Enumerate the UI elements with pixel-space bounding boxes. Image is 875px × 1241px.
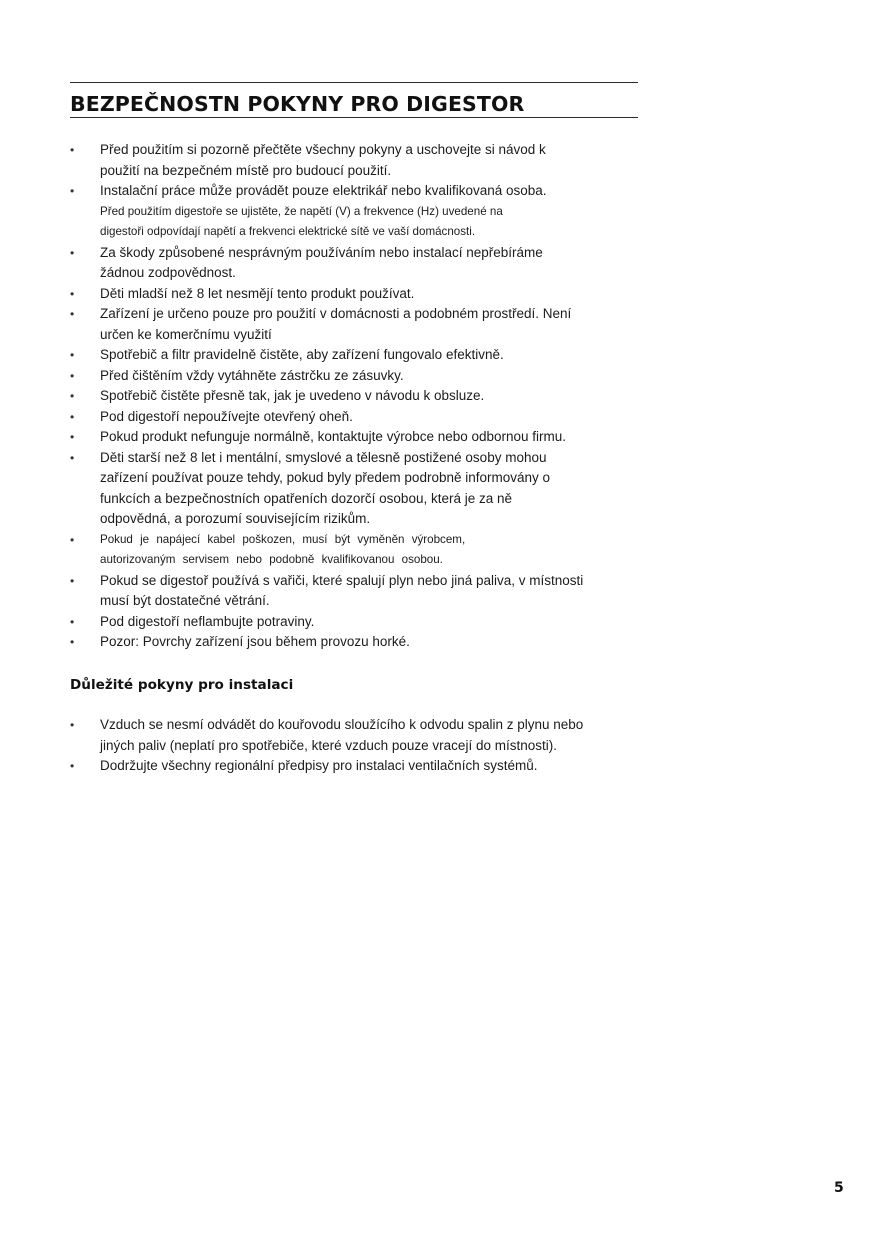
list-item [70,181,630,243]
bullet-icon: • [70,245,75,260]
list-item [70,386,630,407]
bullet-icon: • [70,348,75,362]
list-item-text: zařízení používat pouze tehdy, pokud byly předem podrobně informovány o [100,470,551,485]
bullet-icon: • [70,286,75,301]
list-item-text: Vzduch se nesmí odvádět do kouřovodu sloužícího k odvodu spalin z plynu nebo [100,717,584,732]
bullet-icon: • [70,409,75,424]
list-item [70,243,630,284]
list-item-text: Před použitím si pozorně přečtěte všechny pokyny a uschovejte si návod k [100,142,546,157]
bullet-icon: • [70,718,75,732]
list-item-text: Děti mladší než 8 let nesmějí tento produkt používat. [100,285,415,301]
list-item-text: autorizovaným servisem nebo podobně kvalifikovanou osobou. [100,553,443,566]
bullet-icon: • [70,389,75,403]
list-item-text: použití na bezpečném místě pro budoucí použití. [100,162,392,178]
list-item-text: Spotřebič a filtr pravidelně čistěte, aby zařízení fungovalo efektivně. [100,347,504,362]
list-item [70,530,630,571]
list-item-text: Pod digestoří neflambujte potraviny. [100,613,315,629]
list-item-text: Spotřebič čistěte přesně tak, jak je uvedeno v návodu k obsluze. [100,388,485,403]
list-item [70,632,630,653]
list-item-note: Před použitím digestoře se ujistěte, že napětí (V) a frekvence (Hz) uvedené na [100,204,503,218]
bullet-icon: • [70,532,75,547]
list-item [70,448,630,530]
list-item-text: žádnou zodpovědnost. [100,265,236,280]
list-item [70,140,630,181]
bullet-icon: • [70,614,75,629]
list-item [70,345,630,366]
list-item-note: digestoři odpovídají napětí a frekvenci elektrické sítě ve vaší domácnosti. [100,225,476,238]
page-number: 5 [834,1180,844,1196]
list-item-text: Za škody způsobené nesprávným používáním nebo instalací nepřebíráme [100,244,543,260]
bullet-icon: • [70,635,75,649]
list-item-text: Pod digestoří nepoužívejte otevřený oheň. [100,408,353,424]
page-title: BEZPEČNOSTN POKYNY PRO DIGESTOR [70,91,638,118]
list-item-text: Pozor: Povrchy zařízení jsou během provozu horké. [100,634,410,649]
bullet-icon: • [70,368,75,383]
bullet-icon: • [70,307,75,321]
list-item-text: Děti starší než 8 let i mentální, smyslové a tělesně postižené osoby mohou [100,449,547,465]
list-item-text: Pokud je napájecí kabel poškozen, musí být vyměněn výrobcem, [100,532,466,546]
list-item [70,407,630,428]
list-item [70,715,630,756]
list-item [70,612,630,633]
list-item-text: funkcích a bezpečnostních opatřeních dozorčí osobou, která je za ně [100,490,513,506]
list-item-text: Dodržujte všechny regionální předpisy pro instalaci ventilačních systémů. [100,758,538,773]
list-item [70,366,630,387]
list-item-text: Před čištěním vždy vytáhněte zástrčku ze zásuvky. [100,367,404,383]
list-item [70,284,630,305]
top-rule [70,82,638,83]
list-item-text: určen ke komerčnímu využití [100,326,272,342]
list-item-text: odpovědná, a porozumí souvisejícím rizikům. [100,511,371,526]
safety-instructions-list [70,140,630,653]
list-item [70,571,630,612]
list-item [70,756,630,777]
bullet-icon: • [70,450,75,465]
installation-heading: Důležité pokyny pro instalaci [70,677,294,693]
installation-instructions-list [70,715,630,777]
bullet-icon: • [70,143,75,157]
bullet-icon: • [70,573,75,588]
list-item-text: musí být dostatečné větrání. [100,593,270,608]
list-item [70,304,630,345]
list-item-text: jiných paliv (neplatí pro spotřebiče, které vzduch pouze vracejí do místnosti). [100,737,557,753]
list-item-text: Pokud se digestoř používá s vařiči, které spalují plyn nebo jiná paliva, v místnosti [100,572,584,588]
bullet-icon: • [70,759,75,773]
bullet-icon: • [70,184,75,198]
list-item-text: Pokud produkt nefunguje normálně, kontaktujte výrobce nebo odbornou firmu. [100,429,567,444]
list-item [70,427,630,448]
list-item-text: Zařízení je určeno pouze pro použití v domácnosti a podobném prostředí. Není [100,306,572,321]
bullet-icon: • [70,430,75,444]
list-item-text: Instalační práce může provádět pouze elektrikář nebo kvalifikovaná osoba. [100,183,547,198]
